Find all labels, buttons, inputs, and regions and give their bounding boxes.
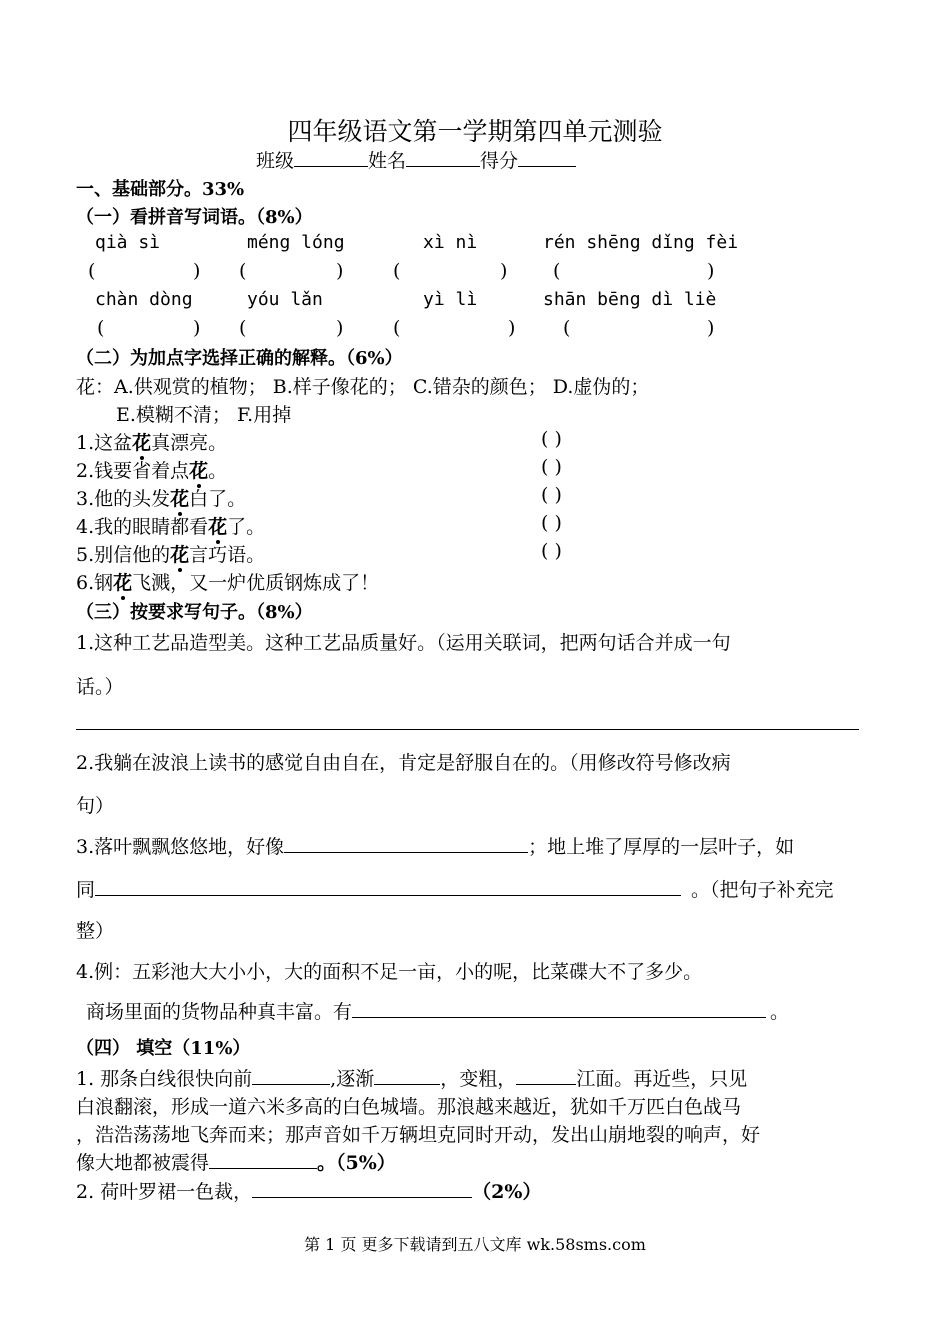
p1-blank4[interactable] [209,1150,317,1169]
dotted-char: 花 [170,488,190,510]
p1-blank1[interactable] [252,1066,330,1085]
name-label: 姓名 [368,150,407,172]
paren-close: ) [193,317,201,339]
dotted-char: 花 [208,516,228,538]
sec4-heading: （四） 填空（11%） [76,1038,251,1059]
paren-close: ) [508,317,516,339]
q4-line2: 商场里面的货物品种真丰富。有 。 [86,1001,790,1023]
paren-open: ( [88,260,96,282]
q3-line1: 3.落叶飘飘悠悠地，好像 ；地上堆了厚厚的一层叶子，如 [76,836,795,858]
pinyin-8: shān bēng dì liè [543,289,717,310]
q1-line1: 1.这种工艺品造型美。这种工艺品质量好。（运用关联词，把两句话合并成一句 [76,632,731,654]
p1-blank2[interactable] [374,1066,440,1085]
dotted-char: 花 [170,544,190,566]
sec2-heading: （二）为加点字选择正确的解释。（6%） [76,348,403,369]
part1-heading: 一、基础部分。33% [76,179,245,200]
pinyin-1: qià sì [95,232,161,253]
dotted-char: 花 [132,432,152,454]
pinyin-7: yì lì [423,289,478,310]
item-6: 6.钢花飞溅，又一炉优质钢炼成了！ [76,572,380,594]
paren-close: ) [500,260,508,282]
answer-paren[interactable]: ( ) [541,456,562,478]
p1-line2: 白浪翻滚，形成一道六米多高的白色城墙。那浪越来越近，犹如千万匹白色战马 [76,1096,742,1118]
q1-line2: 话。） [76,676,124,698]
paren-open: ( [239,317,247,339]
paren-close: ) [707,260,715,282]
p1-line3: ，浩浩荡荡地飞奔而来；那声音如千万辆坦克同时开动，发出山崩地裂的响声，好 [76,1124,761,1146]
p1-line4: 像大地都被震得 。（5%） [76,1152,396,1174]
paren-close: ) [336,260,344,282]
dotted-char: 花 [113,572,133,594]
q3-blank2[interactable] [95,877,681,896]
item-1: 1.这盆花真漂亮。 [76,432,228,454]
answer-paren[interactable]: ( ) [541,428,562,450]
pinyin-5: chàn dòng [95,289,193,310]
answer-paren[interactable]: ( ) [541,512,562,534]
q3-line3: 整） [76,920,115,942]
p2-blank[interactable] [252,1179,472,1198]
class-label: 班级 [256,150,295,172]
pinyin-2: méng lóng [247,232,345,253]
p1-blank3[interactable] [516,1066,576,1085]
paren-close: ) [193,260,201,282]
paren-open: ( [393,317,401,339]
q2-line1: 2.我躺在波浪上读书的感觉自由自在，肯定是舒服自在的。（用修改符号修改病 [76,752,731,774]
item-4: 4.我的眼睛都看花了。 [76,516,266,538]
q1-answer-line[interactable] [76,729,859,730]
q4-blank[interactable] [352,999,766,1018]
paren-open: ( [239,260,247,282]
student-info [256,146,576,173]
answer-paren[interactable]: ( ) [541,540,562,562]
p1-line1: 1. 那条白线很快向前 ,逐渐 ，变粗， 江面。再近些，只见 [76,1068,748,1090]
paren-open: ( [563,317,571,339]
score-blank[interactable] [518,148,576,167]
q3-line2: 同 。（把句子补充完 [76,879,834,901]
pinyin-6: yóu lǎn [247,289,323,310]
name-blank[interactable] [406,148,480,167]
class-blank[interactable] [294,148,368,167]
item-5: 5.别信他的花言巧语。 [76,544,266,566]
page-footer: 第 1 页 更多下载请到五八文库 wk.58sms.com [304,1235,646,1254]
sec3-heading: （三）按要求写句子。（8%） [76,602,313,623]
item-2: 2.钱要省着点花。 [76,460,228,482]
paren-open: ( [553,260,561,282]
definitions-line2: E.模糊不清； F.用掉 [116,404,292,426]
definitions-line1: 花：A.供观赏的植物； B.样子像花的； C.错杂的颜色； D.虚伪的； [76,376,650,398]
paren-open: ( [393,260,401,282]
dotted-char: 花 [189,460,209,482]
pinyin-4: rén shēng dǐng fèi [543,232,739,253]
paren-close: ) [336,317,344,339]
q4-line1: 4.例：五彩池大大小小，大的面积不足一亩，小的呢，比菜碟大不了多少。 [76,961,703,983]
paren-close: ) [707,317,715,339]
q2-line2: 句） [76,795,115,817]
q3-blank1[interactable] [284,834,528,853]
sec1-heading: （一）看拼音写词语。（8%） [76,207,313,228]
item-3: 3.他的头发花白了。 [76,488,247,510]
answer-paren[interactable]: ( ) [541,484,562,506]
p2-line: 2. 荷叶罗裙一色裁， （2%） [76,1181,542,1203]
pinyin-3: xì nì [423,232,478,253]
score-label: 得分 [480,150,519,172]
page-title: 四年级语文第一学期第四单元测验 [287,117,663,146]
paren-open: ( [97,317,105,339]
